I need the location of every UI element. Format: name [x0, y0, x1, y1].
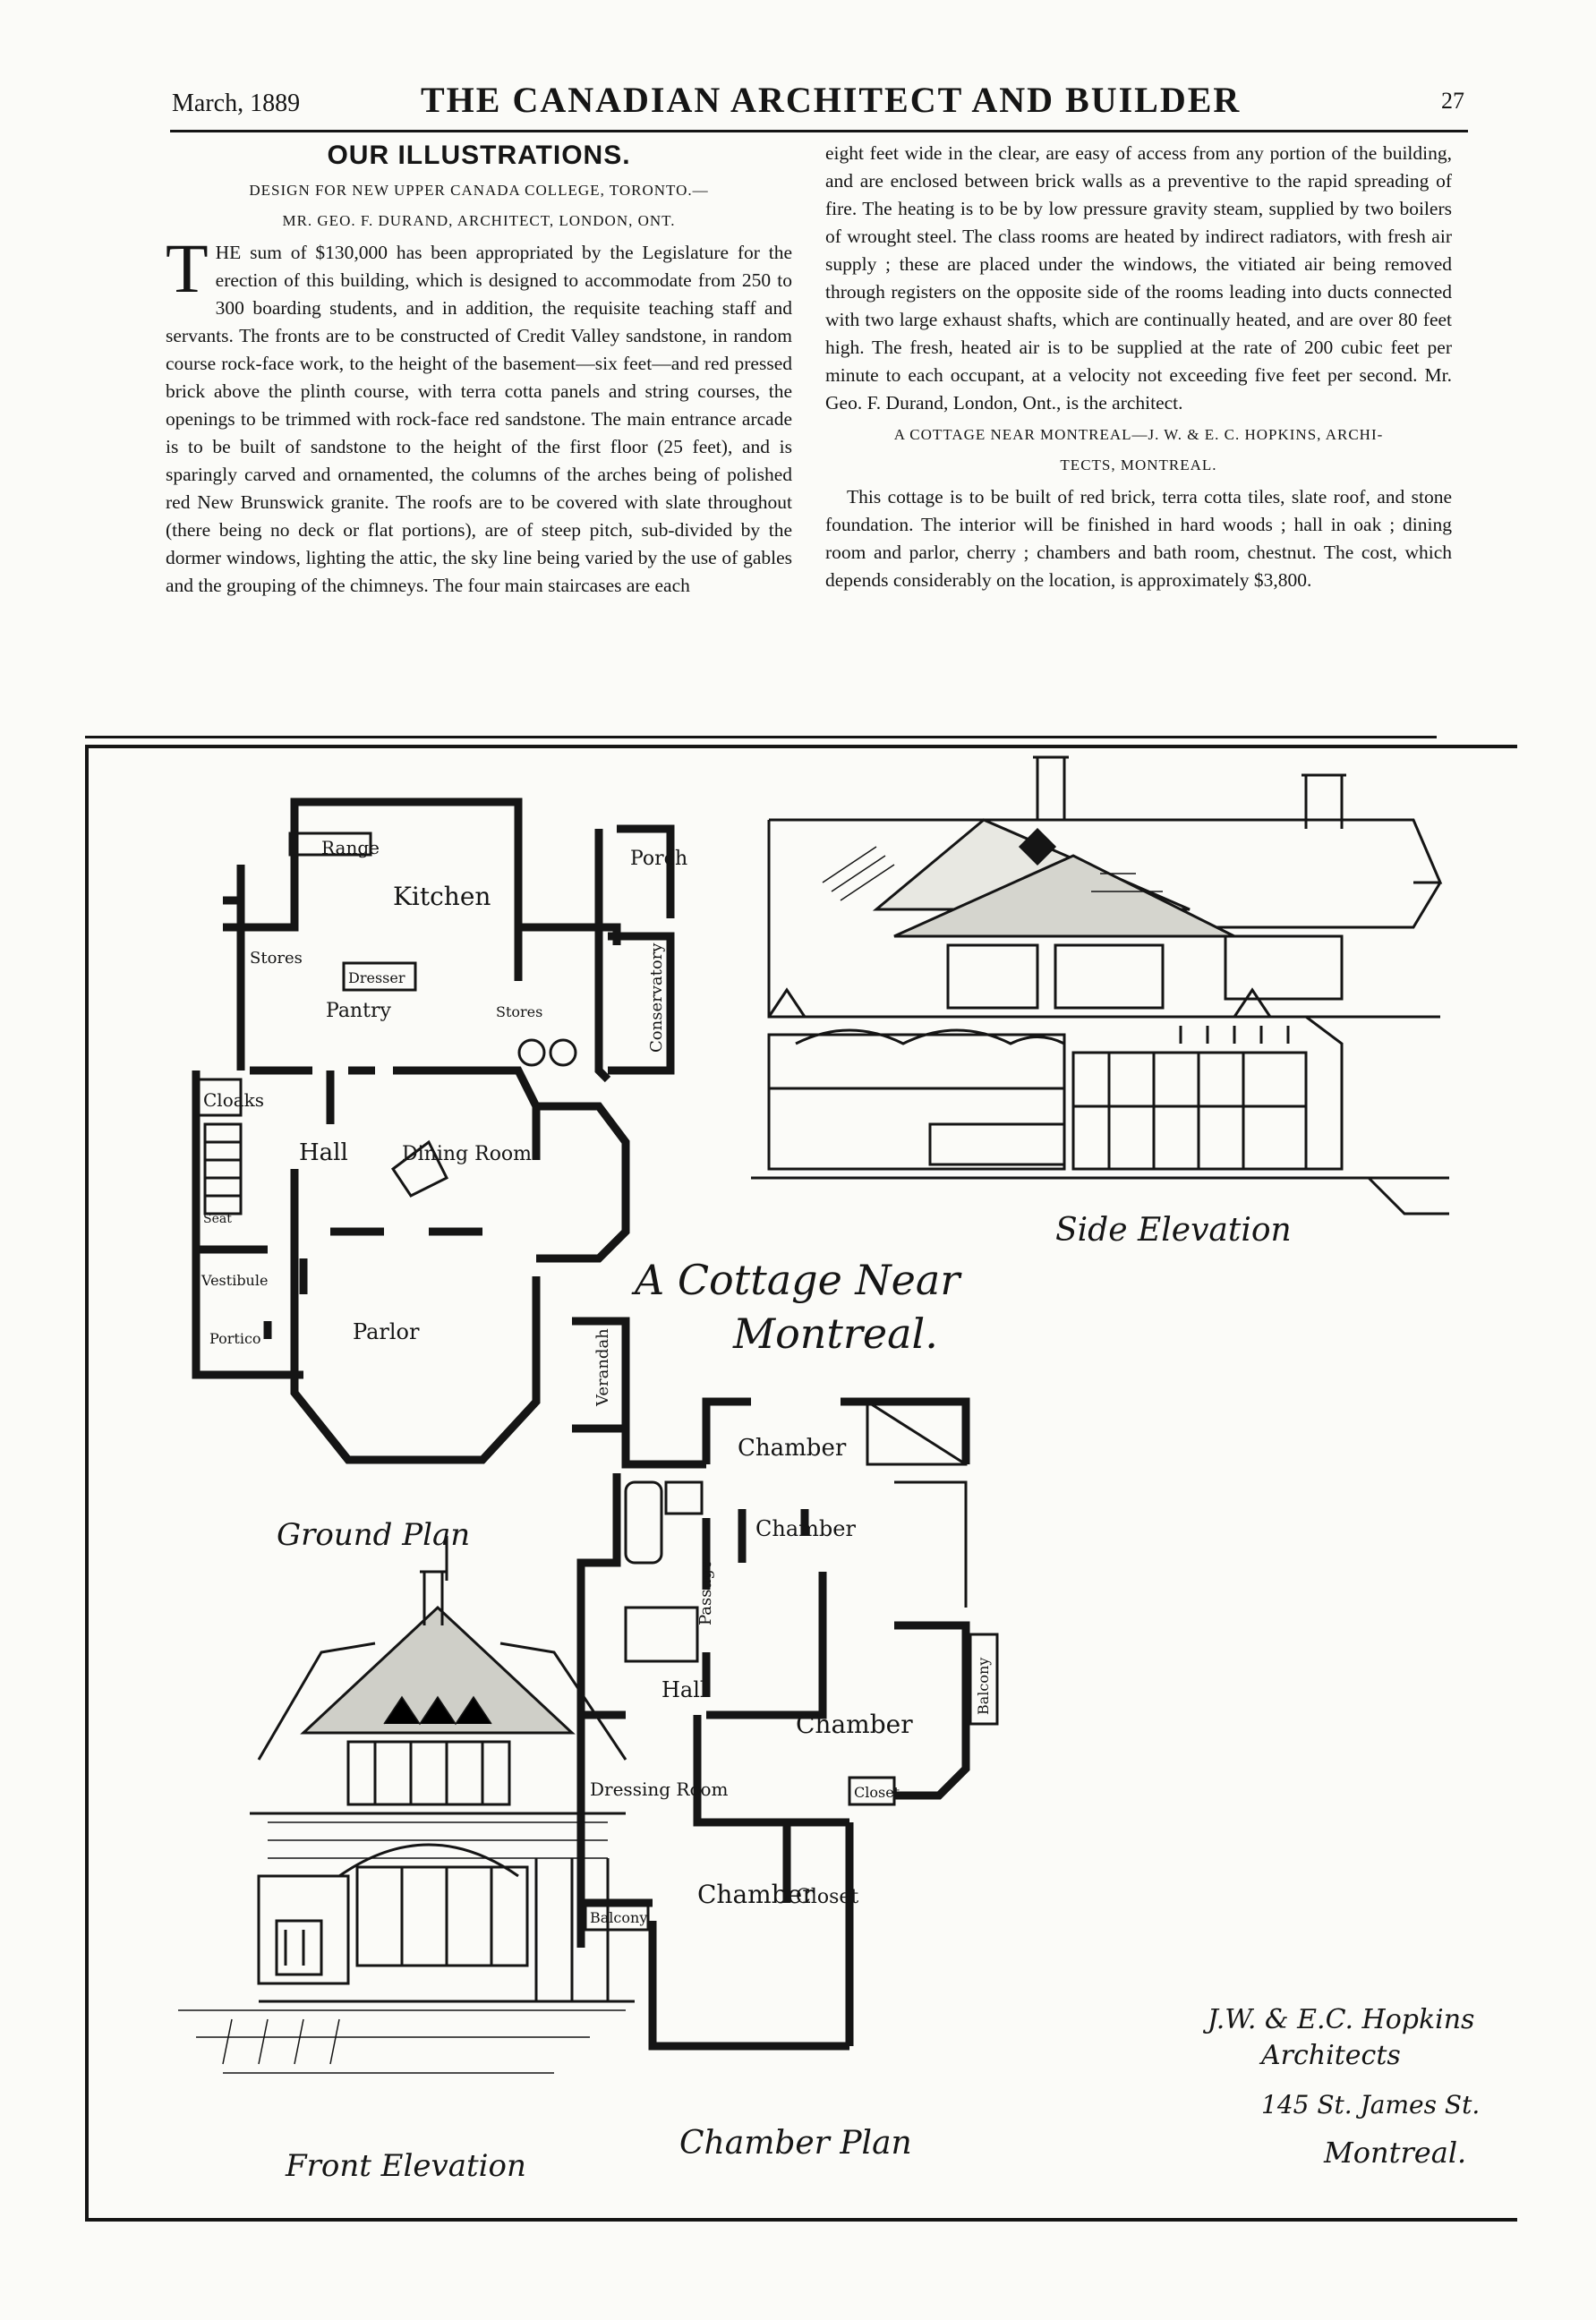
article-column-right [825, 140, 1452, 600]
room-hall: Hall [299, 1139, 348, 1166]
section1-body-left-text: HE sum of $130,000 has been appropriated by the Legislature for the erection of this building, which is designed to accommodate from 250 to 300 boarding students, and in addition, the requisite teaching staff and servants. The fronts are to be constructed of Credit Valley sandstone, in random course rock-face work, to the height of the basement—six feet—and red pressed brick above the plinth course, with terra cotta panels and string courses, the openings to be trimmed with rock-face red sandstone. The main entrance arcade is to be built of sandstone to the height of the first floor (25 feet), and is sparingly carved and ornamented, the columns of the arches being of polished red New Brunswick granite. The roofs are to be covered with slate throughout (there being no deck or flat portions), are of steep pitch, sub-divided by the dormer windows, lighting the attic, the sky line being varied by the use of gables and the grouping of the chimneys. The four main staircases are each [166, 242, 792, 596]
section1-body-left [166, 229, 792, 600]
section1-body-right: eight feet wide in the clear, are easy of access from any portion of the building, and are enclosed between brick walls as a preventive to the rapid spreading of fire. The heating is to be by low pressure gravity steam, supplied by two boilers of wrought steel. The class rooms are heated by indirect radiators, with fresh air supply ; these are placed under the windows, the vitiated air being removed through registers on the opposite side of the rooms leading into ducts connected with two large exhaust shafts, which are continually heated, and are over 80 feet high. The fresh, heated air is to be supplied at the rate of 200 cubic feet per minute to each occupant, at a velocity not exceeding five feet per second. Mr. Geo. F. Durand, London, Ont., is the architect. [825, 142, 1452, 414]
room-pantry: Pantry [326, 1000, 391, 1022]
side-elevation-drawing [751, 757, 1449, 1214]
ground-plan-caption: Ground Plan [277, 1517, 471, 1553]
issue-date: March, 1889 [172, 90, 301, 117]
room-chamber-1: Chamber [738, 1435, 847, 1462]
room-vestibule: Vestibule [201, 1272, 269, 1289]
section2-title-line2: TECTS, MONTREAL. [1060, 456, 1217, 473]
room-range: Range [321, 837, 380, 858]
article-column-left [166, 140, 792, 605]
architect-line4: Montreal. [1324, 2136, 1467, 2170]
room-dresser: Dresser [348, 969, 405, 986]
room-stores-left: Stores [250, 949, 303, 968]
room-upper-hall: Hall [661, 1677, 707, 1702]
front-elevation-caption: Front Elevation [286, 2148, 526, 2184]
section1-title-line1: DESIGN FOR NEW UPPER CANADA COLLEGE, TORONTO.— [249, 182, 709, 199]
room-chamber-2: Chamber [755, 1516, 856, 1541]
architect-line1: J.W. & E.C. Hopkins [1208, 2004, 1475, 2035]
room-balcony-right: Balcony [975, 1657, 992, 1715]
publication-title: THE CANADIAN ARCHITECT AND BUILDER [421, 80, 1242, 120]
room-verandah: Verandah [593, 1328, 612, 1406]
room-seat: Seat [203, 1212, 232, 1226]
side-elevation-caption: Side Elevation [1055, 1212, 1292, 1249]
room-balcony-left: Balcony [590, 1909, 648, 1926]
section2-title-line1: A COTTAGE NEAR MONTREAL—J. W. & E. C. HOPKINS, ARCHI- [893, 426, 1384, 443]
plate-top-rule [85, 736, 1437, 738]
section1-title-line2: MR. GEO. F. DURAND, ARCHITECT, LONDON, ONT. [282, 212, 676, 229]
room-kitchen: Kitchen [393, 882, 491, 911]
room-cloaks: Cloaks [203, 1089, 265, 1111]
architect-signature [1202, 2004, 1480, 2170]
room-parlor: Parlor [353, 1319, 420, 1344]
plate-drawings [89, 748, 1521, 2225]
plate-title-line2: Montreal. [733, 1309, 938, 1358]
room-portico: Portico [209, 1330, 261, 1347]
section2-body: This cottage is to be built of red brick, terra cotta tiles, slate roof, and stone foundation. The interior will be finished in hard woods ; hall in oak ; dining room and parlor, cherry ; chambers and bath room, chestnut. The cost, which depends considerably on the location, is approximately $3,800. [825, 486, 1452, 591]
room-dining: Dining Room [402, 1143, 533, 1165]
room-dressing: Dressing Room [590, 1778, 729, 1800]
page-number: 27 [1441, 88, 1464, 114]
room-porch: Porch [630, 848, 688, 870]
header-rule [170, 130, 1468, 132]
room-closet-2: Closet [796, 1886, 859, 1908]
plate-title-line1: A Cottage Near [635, 1256, 960, 1304]
chamber-plan-fixtures [585, 1402, 997, 1930]
room-closet-1: Closet [854, 1784, 900, 1801]
room-chamber-3: Chamber [796, 1710, 913, 1739]
room-conservatory: Conservatory [647, 942, 666, 1053]
article-heading: OUR ILLUSTRATIONS. [327, 141, 631, 170]
architect-line2: Architects [1261, 2040, 1401, 2071]
room-chamber-4: Chamber [697, 1880, 815, 1909]
room-passage: Passage [696, 1559, 715, 1625]
room-stores-right: Stores [496, 1003, 543, 1020]
illustration-plate [85, 745, 1517, 2222]
architect-line3: 145 St. James St. [1261, 2090, 1481, 2120]
chamber-plan-caption: Chamber Plan [679, 2125, 912, 2162]
drop-cap: T [166, 229, 209, 307]
